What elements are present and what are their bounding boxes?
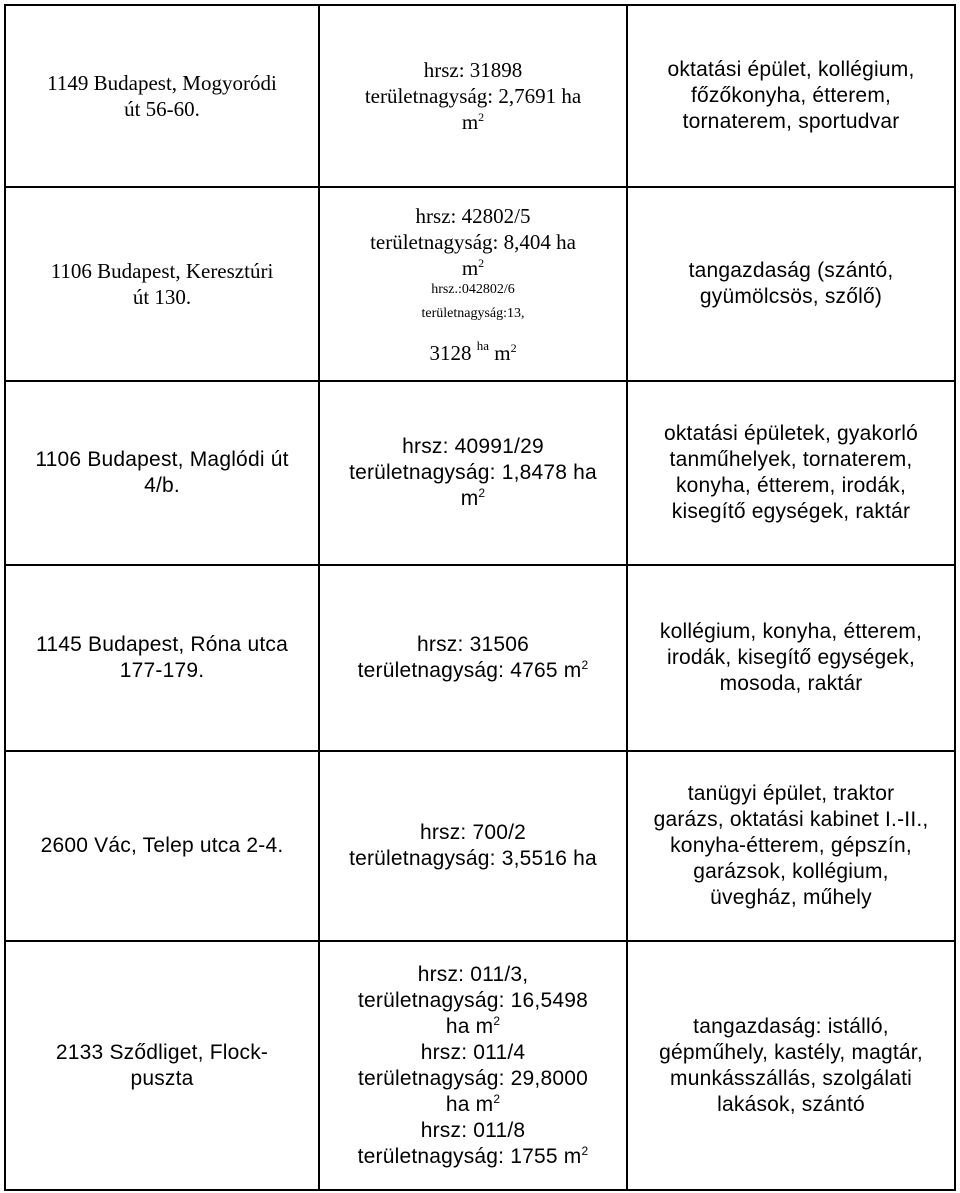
parcel-number: hrsz: 31506: [417, 633, 529, 656]
use-line: kisegítő egységek, raktár: [671, 500, 911, 523]
parcel-area: területnagyság: 29,8000: [358, 1066, 588, 1090]
table-row-6-use: [628, 942, 954, 1189]
table-row-4-use: [628, 566, 954, 750]
table-row-3-parcel: [320, 382, 626, 564]
table-row-3-use: [628, 382, 954, 564]
table-row-6-address: [6, 942, 318, 1189]
address-line: 1106 Budapest, Keresztúri: [50, 259, 274, 283]
use-line: tanügyi épület, traktor: [687, 782, 895, 805]
parcel-number: hrsz: 011/3,: [417, 962, 529, 986]
parcel-number: hrsz: 011/4: [420, 1040, 526, 1064]
table-row-3-address: [6, 382, 318, 564]
parcel-number-small: hrsz.:042802/6: [431, 281, 515, 297]
address-line: puszta: [130, 1066, 194, 1090]
parcel-area: területnagyság: 8,404 ha: [370, 229, 576, 254]
use-line: tornaterem, sportudvar: [682, 110, 900, 133]
use-line: üvegház, műhely: [710, 886, 872, 909]
parcel-area: területnagyság: 2,7691 ha: [364, 84, 582, 108]
area-unit: ha $m^2$: [445, 1013, 501, 1038]
area-unit: ha $m^2$: [445, 1091, 501, 1116]
use-line: konyha-étterem, gépszín,: [670, 834, 912, 857]
use-line: tanműhelyek, tornaterem,: [669, 448, 913, 471]
address-line: 1149 Budapest, Mogyoródi: [47, 71, 277, 95]
table-row-1-use: [628, 6, 954, 186]
parcel-number: hrsz: 700/2: [419, 821, 527, 844]
parcel-area-value: 3128 $^{ha}$ $m^2$: [429, 337, 517, 365]
parcel-area: területnagyság: 1755 $m^2$: [357, 1143, 589, 1168]
use-line: kollégium, konyha, étterem,: [659, 620, 923, 643]
table-row-5-parcel: [320, 752, 626, 940]
use-line: munkásszállás, szolgálati: [670, 1066, 912, 1090]
table-row-4-parcel: [320, 566, 626, 750]
use-line: tangazdaság: istálló,: [693, 1014, 889, 1038]
area-unit: $m^2$: [461, 255, 485, 280]
table-border-bottom: [4, 1189, 956, 1191]
use-line: irodák, kisegítő egységek,: [666, 646, 915, 669]
address-line: 4/b.: [144, 474, 180, 497]
use-line: főzőkonyha, étterem,: [690, 84, 892, 107]
parcel-area: területnagyság: 3,5516 ha: [349, 847, 597, 870]
table-row-1-parcel: [320, 6, 626, 186]
use-line: konyha, étterem, irodák,: [675, 474, 907, 497]
address-line: 2600 Vác, Telep utca 2-4.: [40, 834, 284, 857]
area-unit: $m^2$: [461, 110, 485, 134]
address-line: út 56-60.: [124, 97, 200, 121]
address-line: 2133 Sződliget, Flock-: [55, 1040, 269, 1064]
use-line: oktatási épület, kollégium,: [667, 58, 915, 81]
use-line: oktatási épületek, gyakorló: [663, 422, 919, 445]
parcel-number: hrsz: 40991/29: [402, 435, 544, 458]
table-row-6-parcel: [320, 942, 626, 1189]
parcel-number: hrsz: 42802/5: [415, 203, 531, 228]
table-row-5-use: [628, 752, 954, 940]
parcel-number: hrsz: 011/8: [420, 1118, 526, 1142]
table-row-2-parcel: [320, 188, 626, 380]
parcel-area: területnagyság: 4765 $m^2$: [357, 658, 589, 682]
address-line: 1145 Budapest, Róna utca: [36, 633, 288, 656]
table-row-5-address: [6, 752, 318, 940]
table-row-4-address: [6, 566, 318, 750]
table-row-1-address: [6, 6, 318, 186]
use-line: mosoda, raktár: [719, 672, 863, 695]
parcel-number: hrsz: 31898: [423, 58, 523, 82]
area-unit: $m^2$: [460, 486, 486, 510]
parcel-area: területnagyság: 1,8478 ha: [349, 461, 597, 484]
use-line: lakások, szántó: [717, 1092, 865, 1116]
address-line: 1106 Budapest, Maglódi út: [35, 448, 289, 471]
use-line: garázs, oktatási kabinet I.-II.,: [653, 808, 929, 831]
table-row-2-use: [628, 188, 954, 380]
table-border-right: [954, 4, 956, 1191]
parcel-area: területnagyság: 16,5498: [358, 988, 588, 1012]
parcel-area-small: területnagyság:13,: [421, 305, 525, 321]
use-line: garázsok, kollégium,: [693, 860, 889, 883]
address-line: út 130.: [132, 285, 192, 309]
table-row-2-address: [6, 188, 318, 380]
use-line: tangazdaság (szántó,: [688, 259, 894, 282]
use-line: gyümölcsös, szőlő): [699, 285, 883, 308]
address-line: 177-179.: [119, 659, 205, 682]
use-line: gépműhely, kastély, magtár,: [659, 1040, 923, 1064]
